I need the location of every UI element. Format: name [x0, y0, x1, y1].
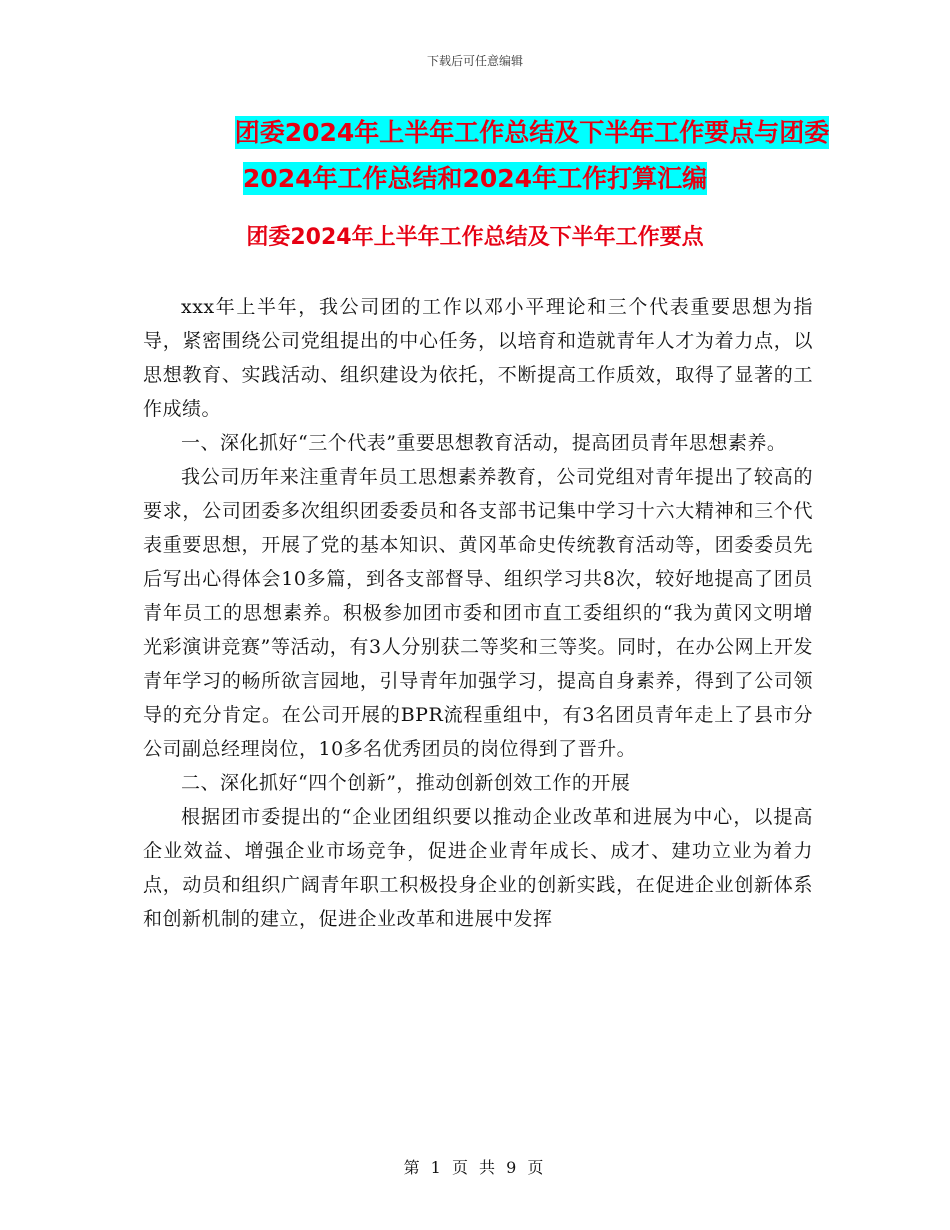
title-line-1-text: 团委2024年上半年工作总结及下半年工作要点与团委	[234, 118, 830, 147]
title-line-2-text: 2024年工作总结和2024年工作打算汇编	[242, 164, 708, 193]
page-footer: 第 1 页 共 9 页	[403, 1158, 547, 1177]
paragraph-section-1: 我公司历年来注重青年员工思想素养教育，公司党组对青年提出了较高的要求，公司团委多次组织团委委员和各支部书记集中学习十六大精神和三个代表重要思想，开展了党的基本知识、黄冈革命史传统教育活动等，团委委员先后写出心得体会10多篇，到各支部督导、组织学习共8次，较好地提高了团员青年员工的思想素养。积极参加团市委和团市直工委组织的“我为黄冈文明增光彩演讲竞赛”等活动，有3人分别获二等奖和三等奖。同时，在办公网上开发青年学习的畅所欲言园地，引导青年加强学习，提高自身素养，得到了公司领导的充分肯定。在公司开展的BPR流程重组中，有3名团员青年走上了县市分公司副总经理岗位，10多名优秀团员的岗位得到了晋升。	[143, 466, 813, 760]
document-body	[143, 290, 813, 936]
heading-section-1: 一、深化抓好“三个代表”重要思想教育活动，提高团员青年思想素养。	[181, 432, 787, 454]
header-note: 下载后可任意编辑	[426, 54, 523, 68]
title-line-2	[0, 156, 950, 202]
section-title: 团委2024年上半年工作总结及下半年工作要点	[246, 225, 704, 250]
heading-section-2: 二、深化抓好“四个创新”，推动创新创效工作的开展	[181, 772, 631, 794]
paragraph-intro: xxx年上半年，我公司团的工作以邓小平理论和三个代表重要思想为指导，紧密围绕公司党组提出的中心任务，以培育和造就青年人才为着力点，以思想教育、实践活动、组织建设为依托，不断提高工作质效，取得了显著的工作成绩。	[143, 296, 813, 420]
paragraph-section-2: 根据团市委提出的“企业团组织要以推动企业改革和进展为中心，以提高企业效益、增强企业市场竞争，促进企业青年成长、成才、建功立业为着力点，动员和组织广阔青年职工积极投身企业的创新实践，在促进企业创新体系和创新机制的建立，促进企业改革和进展中发挥	[143, 806, 813, 930]
title-line-1	[0, 110, 950, 156]
document-title	[0, 110, 950, 202]
